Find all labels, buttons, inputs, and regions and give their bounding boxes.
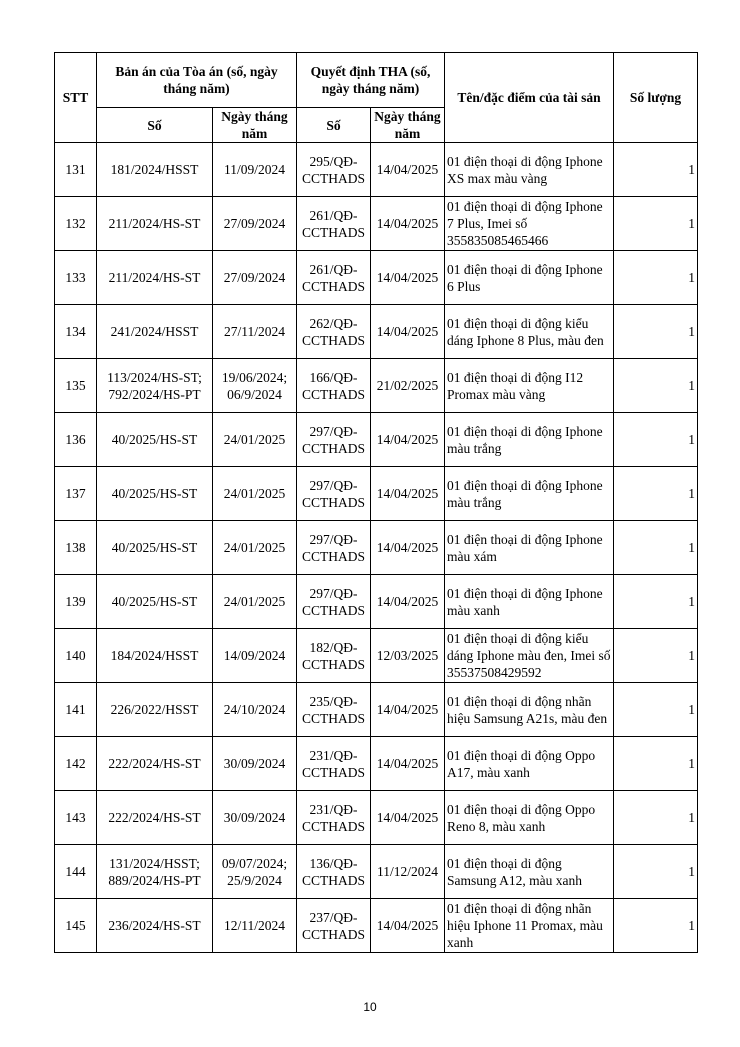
header-decision-number: Số — [297, 108, 371, 143]
cell-stt: 144 — [55, 845, 97, 899]
cell-court-date: 27/09/2024 — [213, 251, 297, 305]
cell-quantity: 1 — [614, 359, 698, 413]
table-row — [55, 467, 698, 521]
cell-stt: 139 — [55, 575, 97, 629]
cell-asset-description: 01 điện thoại di động kiểu dáng Iphone màu đen, Imei số 35537508429592 — [445, 629, 614, 683]
cell-decision-date: 14/04/2025 — [371, 197, 445, 251]
cell-quantity: 1 — [614, 143, 698, 197]
table-row — [55, 791, 698, 845]
cell-court-date: 27/11/2024 — [213, 305, 297, 359]
cell-decision-number: 297/QĐ-CCTHADS — [297, 521, 371, 575]
cell-decision-date: 14/04/2025 — [371, 413, 445, 467]
cell-decision-date: 14/04/2025 — [371, 899, 445, 953]
cell-quantity: 1 — [614, 845, 698, 899]
cell-stt: 145 — [55, 899, 97, 953]
cell-decision-number: 295/QĐ-CCTHADS — [297, 143, 371, 197]
table-row — [55, 143, 698, 197]
cell-stt: 143 — [55, 791, 97, 845]
cell-court-number: 40/2025/HS-ST — [97, 521, 213, 575]
table-row — [55, 197, 698, 251]
cell-asset-description: 01 điện thoại di động Oppo A17, màu xanh — [445, 737, 614, 791]
cell-asset-description: 01 điện thoại di động nhãn hiệu Iphone 11 Promax, màu xanh — [445, 899, 614, 953]
cell-court-date: 27/09/2024 — [213, 197, 297, 251]
cell-court-date: 24/01/2025 — [213, 467, 297, 521]
cell-court-number: 40/2025/HS-ST — [97, 413, 213, 467]
cell-quantity: 1 — [614, 629, 698, 683]
page-number: 10 — [363, 1000, 377, 1014]
cell-decision-date: 14/04/2025 — [371, 143, 445, 197]
cell-quantity: 1 — [614, 899, 698, 953]
table-row — [55, 521, 698, 575]
cell-decision-number: 297/QĐ-CCTHADS — [297, 575, 371, 629]
cell-stt: 137 — [55, 467, 97, 521]
cell-decision-date: 14/04/2025 — [371, 251, 445, 305]
cell-decision-date: 14/04/2025 — [371, 791, 445, 845]
table-row — [55, 359, 698, 413]
cell-decision-number: 136/QĐ-CCTHADS — [297, 845, 371, 899]
cell-quantity: 1 — [614, 467, 698, 521]
cell-quantity: 1 — [614, 575, 698, 629]
cell-decision-date: 14/04/2025 — [371, 575, 445, 629]
cell-court-number: 236/2024/HS-ST — [97, 899, 213, 953]
cell-decision-number: 262/QĐ-CCTHADS — [297, 305, 371, 359]
cell-quantity: 1 — [614, 251, 698, 305]
cell-stt: 134 — [55, 305, 97, 359]
header-court-judgment: Bản án của Tòa án (số, ngày tháng năm) — [97, 53, 297, 108]
cell-asset-description: 01 điện thoại di động Iphone màu trắng — [445, 413, 614, 467]
cell-stt: 132 — [55, 197, 97, 251]
cell-decision-date: 11/12/2024 — [371, 845, 445, 899]
cell-decision-date: 21/02/2025 — [371, 359, 445, 413]
table-body — [55, 143, 698, 953]
cell-court-number: 131/2024/HSST; 889/2024/HS-PT — [97, 845, 213, 899]
cell-court-number: 226/2022/HSST — [97, 683, 213, 737]
cell-asset-description: 01 điện thoại di động Oppo Reno 8, màu xanh — [445, 791, 614, 845]
cell-asset-description: 01 điện thoại di động Iphone 7 Plus, Imei số 355835085465466 — [445, 197, 614, 251]
cell-decision-date: 14/04/2025 — [371, 737, 445, 791]
header-decision-date: Ngày tháng năm — [371, 108, 445, 143]
cell-quantity: 1 — [614, 521, 698, 575]
cell-decision-date: 14/04/2025 — [371, 683, 445, 737]
cell-decision-number: 231/QĐ-CCTHADS — [297, 737, 371, 791]
cell-decision-number: 182/QĐ-CCTHADS — [297, 629, 371, 683]
cell-asset-description: 01 điện thoại di động Iphone màu xám — [445, 521, 614, 575]
cell-asset-description: 01 điện thoại di động kiểu dáng Iphone 8 Plus, màu đen — [445, 305, 614, 359]
cell-court-number: 222/2024/HS-ST — [97, 791, 213, 845]
cell-quantity: 1 — [614, 305, 698, 359]
cell-decision-number: 166/QĐ-CCTHADS — [297, 359, 371, 413]
cell-court-number: 211/2024/HS-ST — [97, 251, 213, 305]
cell-court-number: 113/2024/HS-ST; 792/2024/HS-PT — [97, 359, 213, 413]
cell-decision-number: 237/QĐ-CCTHADS — [297, 899, 371, 953]
cell-asset-description: 01 điện thoại di động Iphone 6 Plus — [445, 251, 614, 305]
cell-court-date: 11/09/2024 — [213, 143, 297, 197]
cell-asset-description: 01 điện thoại di động nhãn hiệu Samsung A21s, màu đen — [445, 683, 614, 737]
cell-stt: 131 — [55, 143, 97, 197]
cell-stt: 141 — [55, 683, 97, 737]
cell-decision-number: 297/QĐ-CCTHADS — [297, 413, 371, 467]
cell-decision-date: 14/04/2025 — [371, 521, 445, 575]
cell-court-date: 30/09/2024 — [213, 737, 297, 791]
cell-stt: 136 — [55, 413, 97, 467]
cell-stt: 138 — [55, 521, 97, 575]
table-row — [55, 845, 698, 899]
cell-court-number: 181/2024/HSST — [97, 143, 213, 197]
table-row — [55, 413, 698, 467]
cell-court-number: 184/2024/HSST — [97, 629, 213, 683]
cell-court-date: 24/10/2024 — [213, 683, 297, 737]
cell-court-date: 24/01/2025 — [213, 575, 297, 629]
cell-quantity: 1 — [614, 791, 698, 845]
cell-quantity: 1 — [614, 737, 698, 791]
cell-court-date: 24/01/2025 — [213, 521, 297, 575]
cell-court-date: 30/09/2024 — [213, 791, 297, 845]
cell-decision-number: 261/QĐ-CCTHADS — [297, 197, 371, 251]
cell-court-date: 12/11/2024 — [213, 899, 297, 953]
table-row — [55, 899, 698, 953]
table-row — [55, 629, 698, 683]
cell-stt: 140 — [55, 629, 97, 683]
table-row — [55, 251, 698, 305]
cell-decision-number: 235/QĐ-CCTHADS — [297, 683, 371, 737]
asset-table — [54, 52, 698, 953]
header-court-date: Ngày tháng năm — [213, 108, 297, 143]
header-quantity: Số lượng — [614, 53, 698, 143]
cell-quantity: 1 — [614, 197, 698, 251]
header-court-number: Số — [97, 108, 213, 143]
header-enforcement-decision: Quyết định THA (số, ngày tháng năm) — [297, 53, 445, 108]
cell-asset-description: 01 điện thoại di động Iphone XS max màu vàng — [445, 143, 614, 197]
cell-quantity: 1 — [614, 683, 698, 737]
cell-court-date: 24/01/2025 — [213, 413, 297, 467]
cell-stt: 133 — [55, 251, 97, 305]
cell-court-number: 40/2025/HS-ST — [97, 575, 213, 629]
cell-court-date: 09/07/2024; 25/9/2024 — [213, 845, 297, 899]
cell-court-number: 222/2024/HS-ST — [97, 737, 213, 791]
cell-court-date: 19/06/2024; 06/9/2024 — [213, 359, 297, 413]
cell-decision-number: 261/QĐ-CCTHADS — [297, 251, 371, 305]
cell-quantity: 1 — [614, 413, 698, 467]
cell-asset-description: 01 điện thoại di động I12 Promax màu vàng — [445, 359, 614, 413]
cell-court-number: 241/2024/HSST — [97, 305, 213, 359]
cell-stt: 135 — [55, 359, 97, 413]
cell-decision-number: 297/QĐ-CCTHADS — [297, 467, 371, 521]
table-row — [55, 305, 698, 359]
cell-asset-description: 01 điện thoại di động Iphone màu xanh — [445, 575, 614, 629]
cell-decision-number: 231/QĐ-CCTHADS — [297, 791, 371, 845]
cell-asset-description: 01 điện thoại di động Samsung A12, màu xanh — [445, 845, 614, 899]
cell-court-date: 14/09/2024 — [213, 629, 297, 683]
cell-court-number: 211/2024/HS-ST — [97, 197, 213, 251]
table-row — [55, 683, 698, 737]
cell-court-number: 40/2025/HS-ST — [97, 467, 213, 521]
header-asset-name: Tên/đặc điểm của tài sản — [445, 53, 614, 143]
cell-decision-date: 14/04/2025 — [371, 305, 445, 359]
cell-stt: 142 — [55, 737, 97, 791]
header-stt: STT — [55, 53, 97, 143]
cell-decision-date: 12/03/2025 — [371, 629, 445, 683]
table-row — [55, 575, 698, 629]
header-row-1 — [55, 53, 698, 108]
cell-asset-description: 01 điện thoại di động Iphone màu trắng — [445, 467, 614, 521]
table-row — [55, 737, 698, 791]
cell-decision-date: 14/04/2025 — [371, 467, 445, 521]
